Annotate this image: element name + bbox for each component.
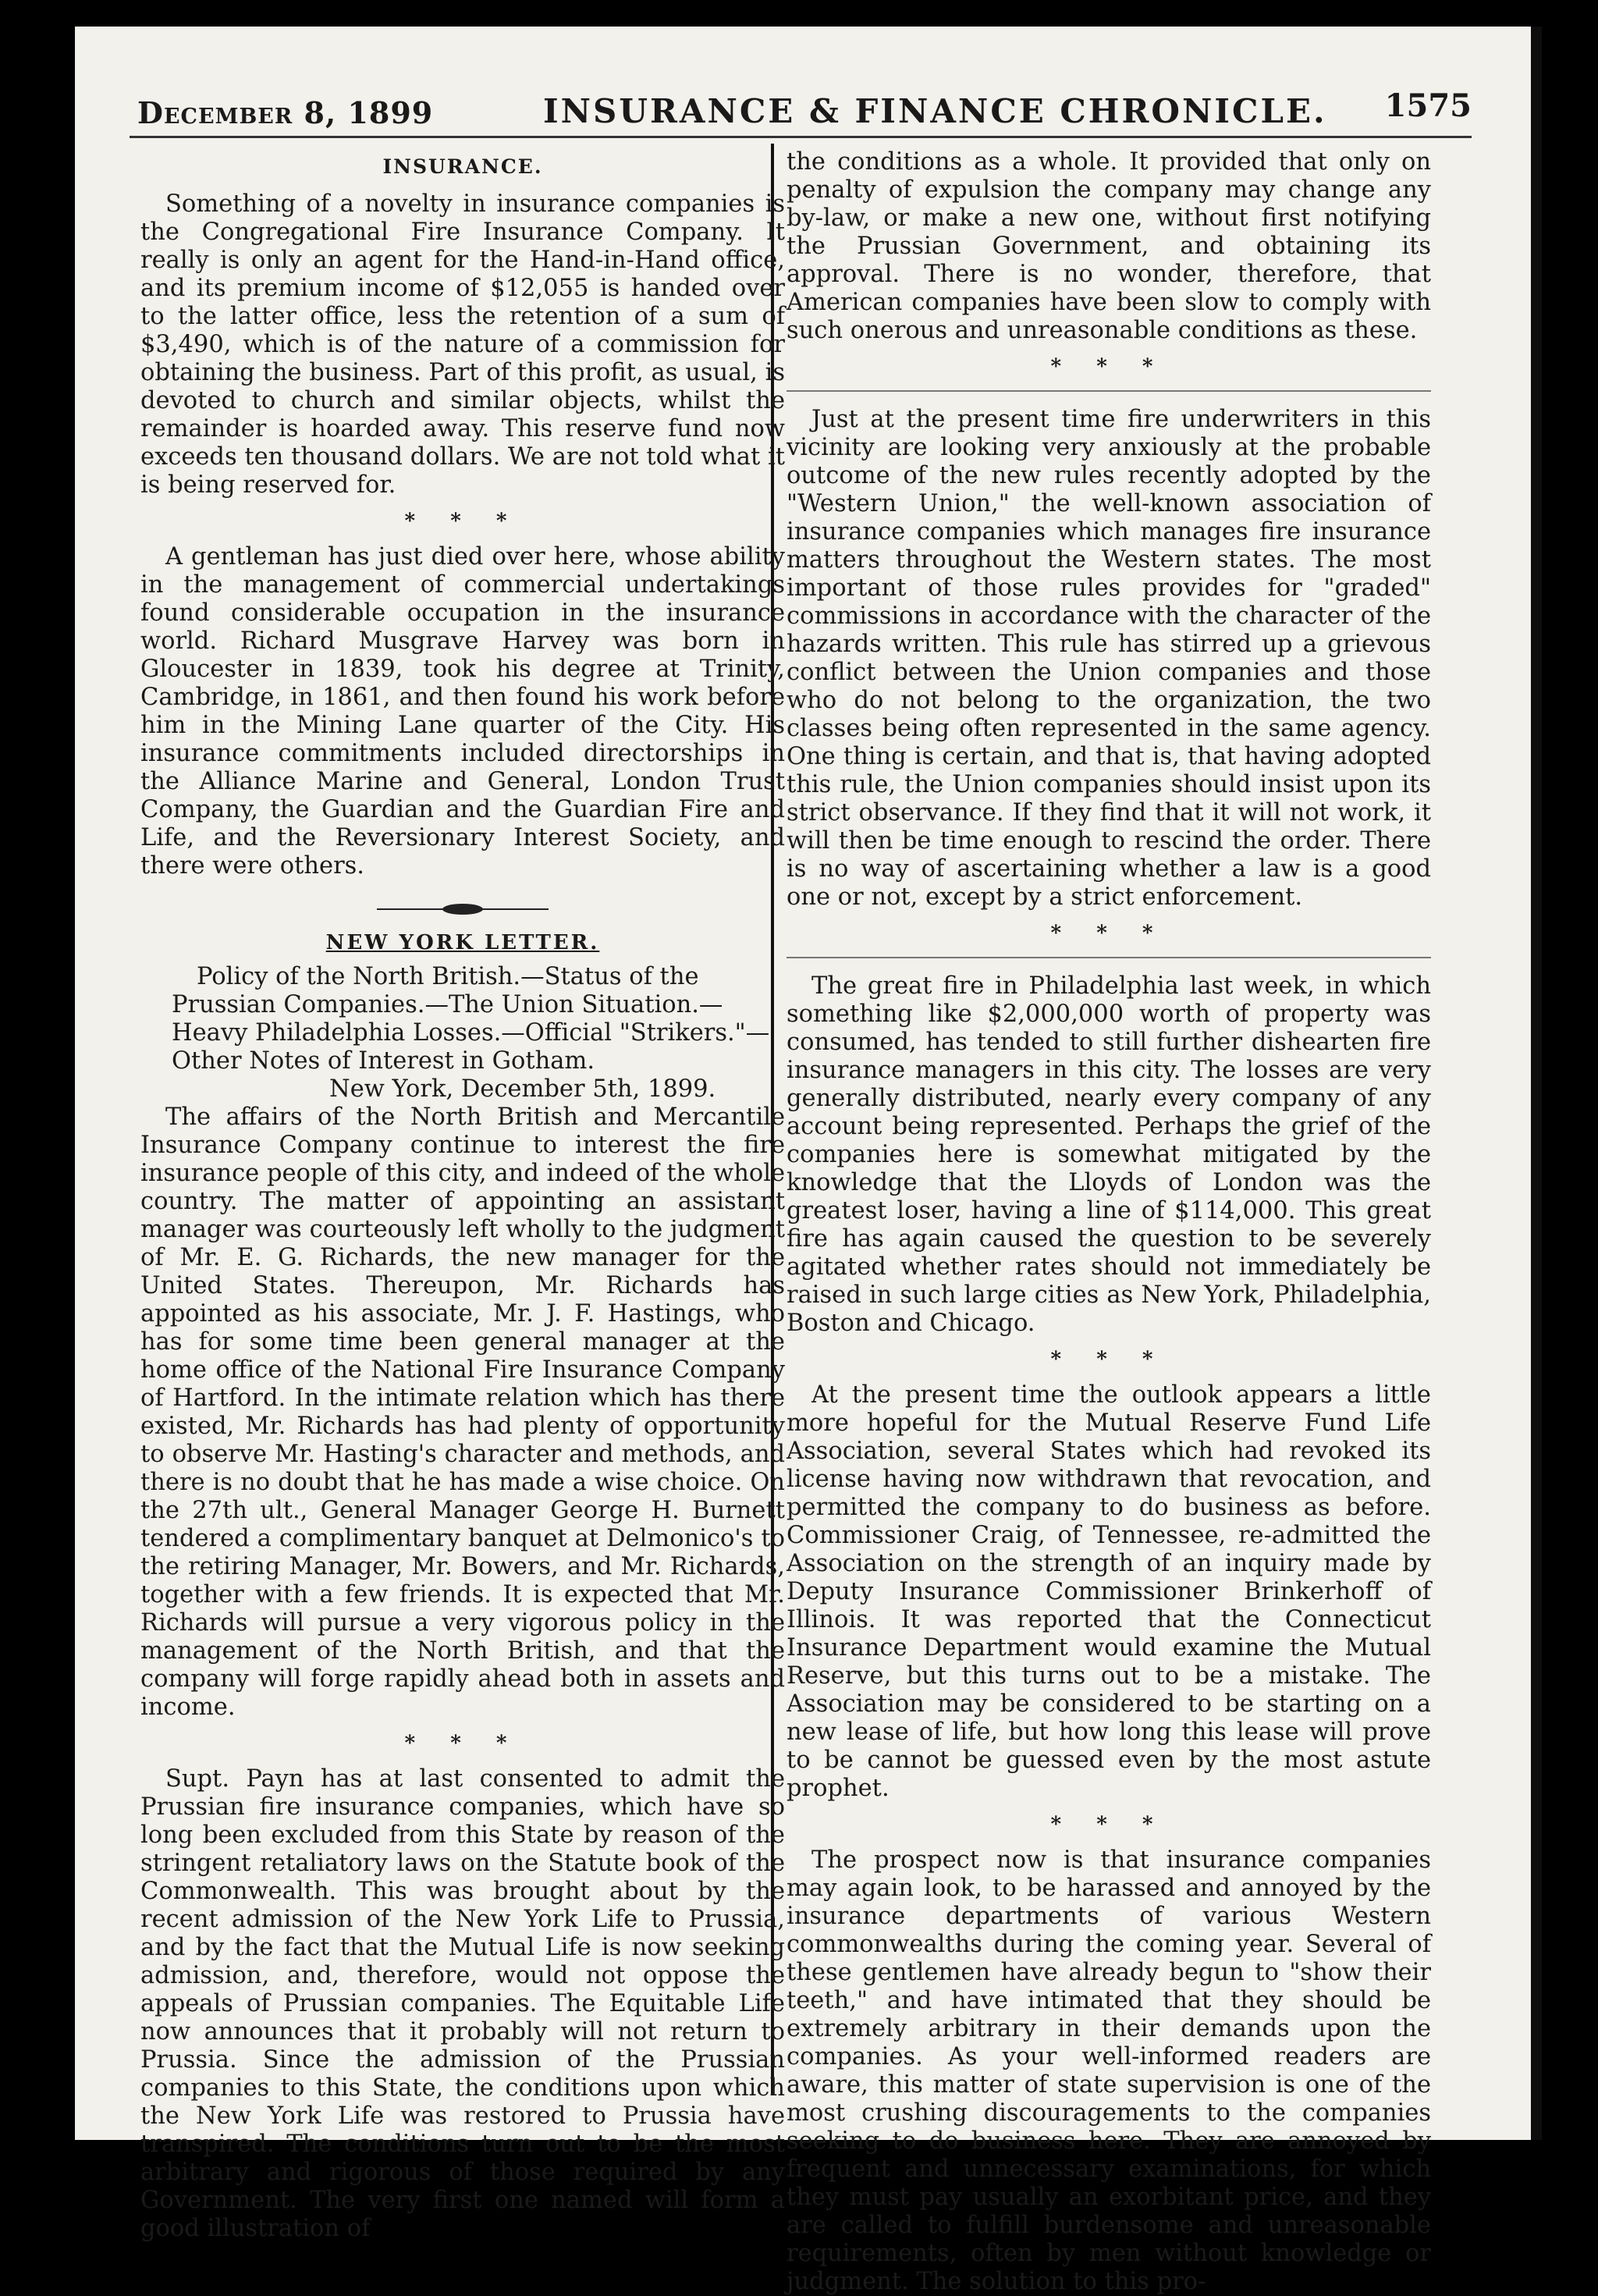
article-paragraph: At the present time the outlook appears a little more hopeful for the Mutual Reserve Fund Life Association, several States which had revoked its license having now withdrawn that revocation, and permitted the company to do business as before. Commissioner Craig, of Tennessee, re-admitted the Association on the strength of an inquiry made by Deputy Insurance Commissioner Brinkerhoff of Illinois. It was reported that the Connecticut Insurance Department would examine the Mutual Reserve, but this turns out to be a mistake. The Association may be considered to be starting on a new lease of life, but how long this lease will prove to be cannot be guessed even by the most astute prophet. bbox=[787, 1381, 1431, 1802]
left-column bbox=[140, 148, 785, 2243]
dateline: New York, December 5th, 1899. bbox=[329, 1075, 716, 1103]
newspaper-page bbox=[75, 27, 1542, 2295]
ornamental-divider bbox=[140, 894, 785, 922]
section-stars: * * * bbox=[1050, 355, 1167, 379]
right-column bbox=[787, 148, 1431, 2296]
publication-title: INSURANCE & FINANCE CHRONICLE. bbox=[543, 92, 1327, 130]
section-stars: * * * bbox=[1050, 922, 1167, 945]
issue-date: December 8, 1899 bbox=[137, 95, 434, 130]
article-paragraph: Something of a novelty in insurance companies is the Congregational Fire Insurance Company. It really is only an agent for the Hand-in-Hand office, and its premium income of $12,055 is handed over to the latter office, less the retention of a sum of $3,490, which is of the nature of a commission for obtaining the business. Part of this profit, as usual, is devoted to church and similar objects, whilst the remainder is hoarded away. This reserve fund now exceeds ten thousand dollars. We are not told what it is being reserved for. bbox=[140, 190, 785, 499]
article-paragraph: the conditions as a whole. It provided that only on penalty of expulsion the company may change any by-law, or make a new one, without first notifying the Prussian Government, and obtaining its approval. There is no wonder, therefore, that American companies have been slow to comply with such onerous and unreasonable conditions as these. bbox=[787, 148, 1431, 344]
page-header bbox=[137, 72, 1472, 130]
insurance-heading: INSURANCE. bbox=[382, 155, 543, 178]
article-paragraph: The great fire in Philadelphia last week, in which something like $2,000,000 worth of property was consumed, has tended to still further dishearten fire insurance managers in this city. The losses are very generally distributed, nearly every company of any account being represented. Perhaps the grief of the companies here is somewhat mitigated by the knowledge that the Lloyds of London was the greatest loser, having a line of $114,000. This great fire has again caused the question to be severely agitated whether rates should not immediately be raised in such large cities as New York, Philadelphia, Boston and Chicago. bbox=[787, 972, 1431, 1337]
section-stars: * * * bbox=[404, 1732, 521, 1755]
article-paragraph: Just at the present time fire underwriters in this vicinity are looking very anxiously at the probable outcome of the new rules recently adopted by the "Western Union," the well-known association of insurance companies which manages fire insurance matters throughout the Western states. The most important of those rules provides for "graded" commissions in accordance with the character of the hazards written. This rule has stirred up a grievous conflict between the Union companies and those who do not belong to the organization, the two classes being often represented in the same agency. One thing is certain, and that is, that having adopted this rule, the Union companies should insist upon its strict observance. If they find that it will not work, it will then be time enough to rescind the order. There is no way of ascertaining whether a law is a good one or not, except by a strict enforcement. bbox=[787, 406, 1431, 911]
article-paragraph: A gentleman has just died over here, whose ability in the management of commercial undertakings found considerable occupation in the insurance world. Richard Musgrave Harvey was born in Gloucester in 1839, took his degree at Trinity, Cambridge, in 1861, and then found his work before him in the Mining Lane quarter of the City. His insurance commitments included directorships in the Alliance Marine and General, London Trust Company, the Guardian and the Guardian Fire and Life, and the Reversionary Interest Society, and there were others. bbox=[140, 543, 785, 880]
header-rule bbox=[130, 136, 1472, 138]
new-york-letter-heading: NEW YORK LETTER. bbox=[325, 931, 600, 954]
section-rule bbox=[787, 957, 1431, 958]
scan-border bbox=[1531, 27, 1542, 2140]
article-paragraph: Supt. Payn has at last consented to admit the Prussian fire insurance companies, which have so long been excluded from this State by reason of the stringent retaliatory laws on the Statute book of the Commonwealth. This was brought about by the recent admission of the New York Life to Prussia, and by the fact that the Mutual Life is now seeking admission, and, therefore, would not oppose the appeals of Prussian companies. The Equitable Life now announces that it probably will not return to Prussia. Since the admission of the Prussian companies to this State, the conditions upon which the New York Life was restored to Prussia have transpired. The conditions turn out to be the most arbitrary and rigorous of those required by any Government. The very first one named will form a good illustration of bbox=[140, 1765, 785, 2242]
section-rule bbox=[787, 390, 1431, 392]
section-stars: * * * bbox=[1050, 1348, 1167, 1371]
page-number: 1575 bbox=[1384, 87, 1472, 124]
letter-subhead: Policy of the North British.—Status of the Prussian Companies.—The Union Situation.—Heavy Philadelphia Losses.—Official "Strikers."—Other Notes of Interest in Gotham. bbox=[172, 963, 770, 1075]
article-paragraph: The prospect now is that insurance companies may again look, to be harassed and annoyed by the insurance departments of various Western commonwealths during the coming year. Several of these gentlemen have already begun to "show their teeth," and have intimated that they should be extremely arbitrary in their demands upon the companies. As your well-informed readers are aware, this matter of state supervision is one of the most crushing discouragements to the companies seeking to do business here. They are annoyed by frequent and unnecessary examinations, for which they must pay usually an exorbitant price, and they are called to fulfill burdensome and unreasonable requirements, often by men without knowledge or judgment. The solution to this pro- bbox=[787, 1846, 1431, 2295]
section-stars: * * * bbox=[1050, 1813, 1167, 1836]
section-stars: * * * bbox=[404, 510, 521, 533]
article-paragraph: The affairs of the North British and Mercantile Insurance Company continue to interest the fire insurance people of this city, and indeed of the whole country. The matter of appointing an assistant manager was courteously left wholly to the judgment of Mr. E. G. Richards, the new manager for the United States. Thereupon, Mr. Richards has appointed as his associate, Mr. J. F. Hastings, who has for some time been general manager at the home office of the National Fire Insurance Company of Hartford. In the intimate relation which has there existed, Mr. Richards has had plenty of opportunity to observe Mr. Hasting's character and methods, and there is no doubt that he has made a wise choice. On the 27th ult., General Manager George H. Burnett tendered a complimentary banquet at Delmonico's to the retiring Manager, Mr. Bowers, and Mr. Richards, together with a few friends. It is expected that Mr. Richards will pursue a very vigorous policy in the management of the North British, and that the company will forge rapidly ahead both in assets and income. bbox=[140, 1104, 785, 1721]
